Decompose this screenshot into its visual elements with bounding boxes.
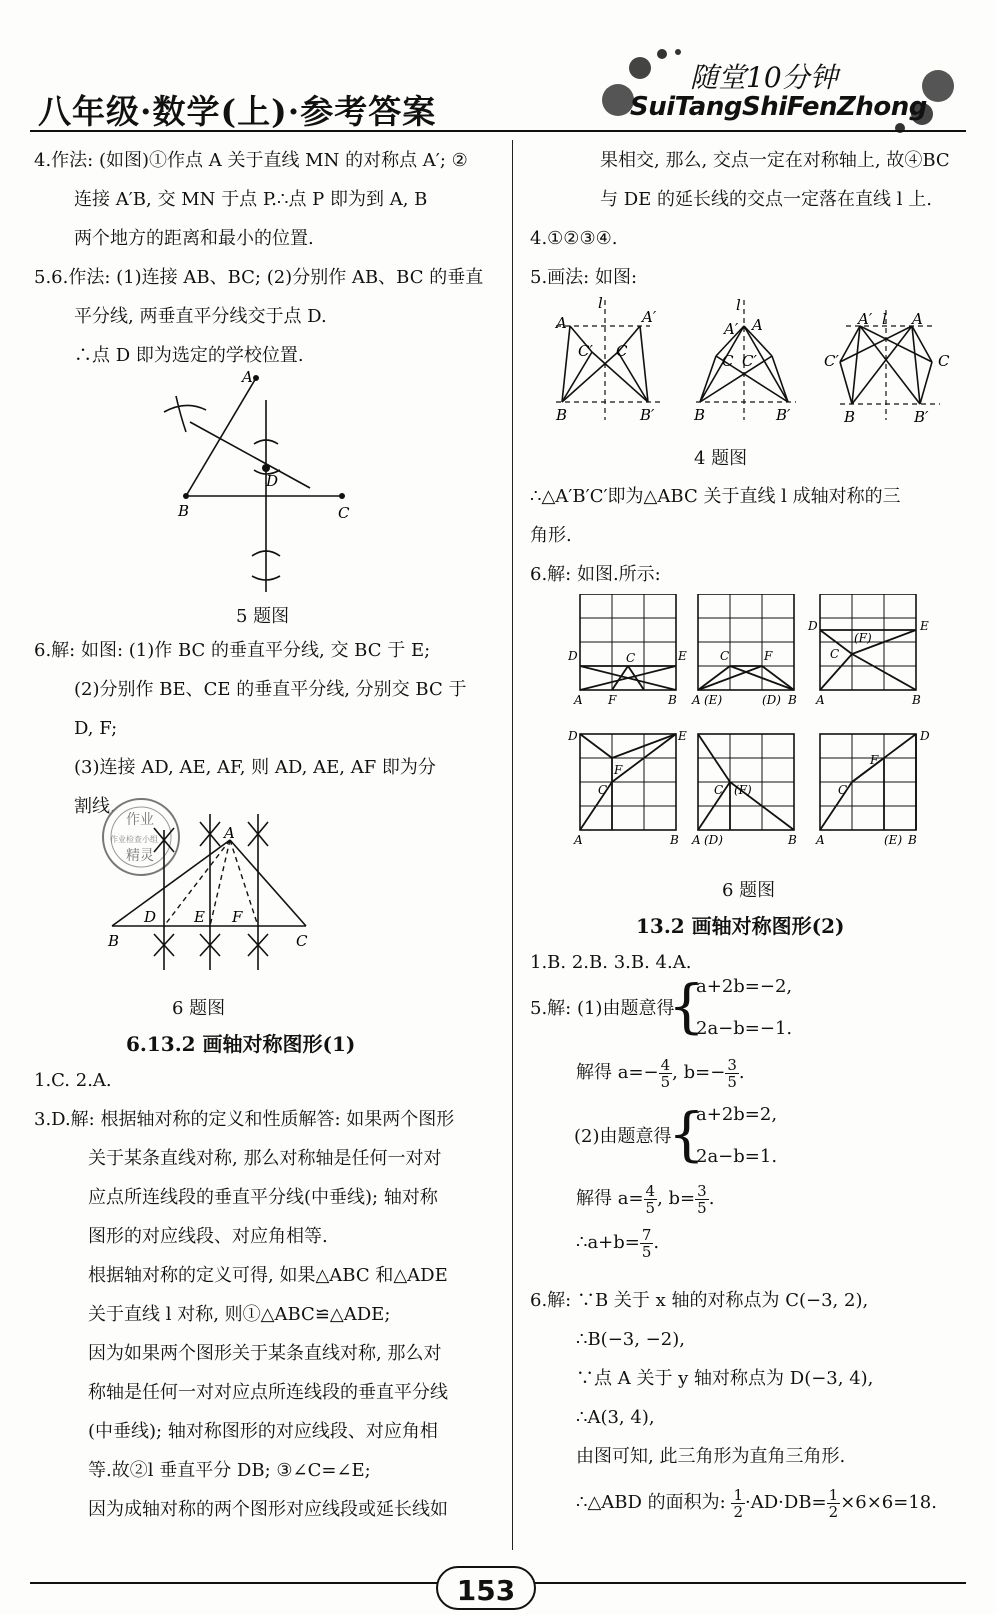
- fig5-label-b: B: [178, 502, 190, 520]
- q6-line3: ∵点 A 关于 y 轴对称点为 D(−3, 4),: [576, 1368, 874, 1389]
- brand-chinese: 随堂10分钟: [690, 61, 838, 94]
- q5b-brace: {: [668, 1100, 705, 1168]
- fig4-label-l-c: l: [882, 310, 887, 328]
- grid1-label-b: B: [668, 693, 677, 707]
- fig5-label-c: C: [338, 504, 350, 522]
- answers-1-2: 1.C. 2.A.: [34, 1070, 112, 1091]
- grid5-label-c: C: [714, 783, 724, 797]
- q5b-sol-prefix: 解得 a=: [576, 1188, 644, 1209]
- right-line2: 与 DE 的延长线的交点一定落在直线 l 上.: [600, 189, 932, 210]
- q6-line2: ∴B(−3, −2),: [576, 1329, 685, 1350]
- fig4-label-b1-a: B′: [640, 406, 655, 424]
- right-line1: 果相交, 那么, 交点一定在对称轴上, 故④BC: [600, 150, 950, 171]
- fig5-label-a: A: [242, 370, 253, 386]
- grid4-label-e: E: [678, 729, 687, 743]
- fig6-caption: 6 题图: [172, 998, 226, 1019]
- grid2-label-c: C: [720, 649, 730, 663]
- answer-56-line2: 平分线, 两垂直平分线交于点 D.: [74, 306, 327, 327]
- fig4-label-l-b: l: [736, 296, 741, 314]
- fig4-label-a-a: A: [556, 314, 567, 332]
- answer-4-line2: 连接 A′B, 交 MN 于点 P.∴点 P 即为到 A, B: [74, 189, 428, 210]
- q5-solution1: [576, 1054, 745, 1092]
- q5b-sol-frac-a: [644, 1183, 658, 1216]
- fig6-label-a: A: [224, 824, 235, 842]
- q5b-sum: [576, 1224, 659, 1262]
- q5-sol1-frac-b: [725, 1057, 739, 1090]
- q6-area-frac-a: [731, 1487, 745, 1520]
- section-title-13-2-2: 13.2 画轴对称图形(2): [636, 914, 845, 938]
- q5-sol1-num-a: 4: [660, 1055, 671, 1074]
- fig4-label-a-c: A: [912, 310, 923, 328]
- figure-6-grids: [568, 594, 968, 874]
- q5b-sol-den-a: 5: [645, 1198, 656, 1217]
- grid3-label-e: E: [920, 619, 929, 633]
- q5-sol1-mid: , b=−: [672, 1062, 726, 1083]
- answer-6-line3: D, F;: [74, 718, 118, 739]
- q6-area-den-b: 2: [828, 1502, 839, 1521]
- q5b-sol-num-b: 3: [697, 1181, 707, 1200]
- right-answer-5-title: 5.画法: 如图:: [530, 267, 638, 288]
- fig4-label-b-c: B: [844, 408, 856, 426]
- answer-4-line3: 两个地方的距离和最小的位置.: [74, 228, 314, 249]
- q5b-sol-num-a: 4: [645, 1181, 656, 1200]
- q5b-sum-den: 5: [641, 1242, 652, 1261]
- grid3-label-c: C: [830, 647, 840, 661]
- fig6r-caption: 6 题图: [722, 880, 776, 901]
- answer-3-line1: 3.D.解: 根据轴对称的定义和性质解答: 如果两个图形: [34, 1109, 455, 1130]
- fig4-label-c1-c: C′: [824, 352, 839, 370]
- answer-6-line5: 割线.: [74, 796, 116, 817]
- q5-eq1: a+2b=−2,: [696, 976, 793, 997]
- fig6-label-e: E: [194, 908, 205, 926]
- q5b-sum-prefix: ∴a+b=: [576, 1232, 640, 1253]
- q6-area-den-a: 2: [733, 1502, 744, 1521]
- q5-sol1-den-b: 5: [727, 1072, 737, 1091]
- fig4-label-a1-c: A′: [858, 310, 873, 328]
- fig4-label-c-b: C: [722, 352, 734, 370]
- q5-sol1-num-b: 3: [727, 1055, 737, 1074]
- answer-6-line1: 6.解: 如图: (1)作 BC 的垂直平分线, 交 BC 于 E;: [34, 640, 431, 661]
- q5-sol1-prefix: 解得 a=−: [576, 1062, 659, 1083]
- fig4-label-c-c: C: [938, 352, 950, 370]
- q6-area-end: ×6×6=18.: [840, 1492, 937, 1513]
- q6-area-rest: ·AD·DB=: [745, 1492, 827, 1513]
- answer-56-line3: ∴点 D 即为选定的学校位置.: [74, 345, 304, 366]
- grid4-label-d: D: [568, 729, 578, 743]
- fig4-label-c1-b: C′: [742, 352, 757, 370]
- q5b-sum-end: .: [653, 1232, 660, 1253]
- answer-3-line3: 应点所连线段的垂直平分线(中垂线); 轴对称: [88, 1187, 438, 1208]
- q5-sol1-frac-a: [659, 1057, 673, 1090]
- grid2-label-a: A: [692, 693, 701, 707]
- right-answers-1-4: 1.B. 2.B. 3.B. 4.A.: [530, 952, 692, 973]
- fig4-label-b-a: B: [556, 406, 568, 424]
- fig4-label-a-b: A: [752, 316, 763, 334]
- q5b-sum-num: 7: [641, 1225, 652, 1244]
- grid2-label-f: F: [764, 649, 773, 663]
- answer-6-line2: (2)分别作 BE、CE 的垂直平分线, 分别交 BC 于: [74, 679, 467, 700]
- answer-56-line1: 5.6.作法: (1)连接 AB、BC; (2)分别作 AB、BC 的垂直: [34, 267, 484, 288]
- q6-line4: ∴A(3, 4),: [576, 1407, 655, 1428]
- q6-area-frac-b: [827, 1487, 841, 1520]
- stamp-top-text: 作业: [126, 812, 154, 828]
- grid2-label-b: B: [788, 693, 797, 707]
- grid2-label-d: (D): [762, 693, 781, 707]
- grid5-label-f: (F): [734, 783, 752, 797]
- answer-3-line7: 因为如果两个图形关于某条直线对称, 那么对: [88, 1343, 442, 1364]
- fig4-label-a1-b: A′: [724, 320, 739, 338]
- figure-5: [150, 370, 380, 600]
- right-answer-6-title: 6.解: 如图.所示:: [530, 564, 661, 585]
- figure-4: [540, 296, 960, 436]
- q5b-solution: [576, 1180, 714, 1218]
- answer-3-line6: 关于直线 l 对称, 则①△ABC≌△ADE;: [88, 1304, 391, 1325]
- answer-3-line5: 根据轴对称的定义可得, 如果△ABC 和△ADE: [88, 1265, 448, 1286]
- page-header-title: 八年级·数学(上)·参考答案: [38, 92, 437, 131]
- q5b-sol-den-b: 5: [697, 1198, 707, 1217]
- fig4-label-c-a: C: [616, 342, 628, 360]
- grid5-label-d: (D): [704, 833, 723, 847]
- grid2-label-e: (E): [704, 693, 723, 707]
- q5b-sol-mid: , b=: [657, 1188, 696, 1209]
- q6-area-prefix: ∴△ABD 的面积为:: [576, 1492, 732, 1513]
- q5b-eq1: a+2b=2,: [696, 1104, 778, 1125]
- q5b-eq2: 2a−b=1.: [696, 1146, 778, 1167]
- grid3-label-f: (F): [854, 631, 872, 645]
- brand-logo: [600, 48, 966, 134]
- q5b-sol-frac-b: [695, 1183, 709, 1216]
- right-line-triangle: ∴△A′B′C′即为△ABC 关于直线 l 成轴对称的三: [530, 486, 901, 507]
- answer-3-line11: 因为成轴对称的两个图形对应线段或延长线如: [88, 1499, 448, 1520]
- right-line-triangle2: 角形.: [530, 525, 572, 546]
- grid1-label-d: D: [568, 649, 578, 663]
- stamp-bottom-text: 精灵: [126, 848, 154, 864]
- header-rule: [30, 130, 966, 132]
- figure-6-left: [100, 800, 330, 986]
- q6-area-num-b: 1: [828, 1485, 839, 1504]
- grid3-label-d: D: [808, 619, 818, 633]
- grid6-label-b: B: [908, 833, 917, 847]
- answer-3-line10: 等.故②l 垂直平分 DB; ③∠C=∠E;: [88, 1460, 371, 1481]
- section-title-13-2-1: 6.13.2 画轴对称图形(1): [126, 1032, 356, 1056]
- grid6-label-f: F: [870, 753, 879, 767]
- fig5-caption: 5 题图: [236, 606, 290, 627]
- grid6-label-c: C: [838, 783, 848, 797]
- grid4-label-b: B: [670, 833, 679, 847]
- grid3-label-a: A: [816, 693, 825, 707]
- grid1-label-f: F: [608, 693, 617, 707]
- grid1-label-c: C: [626, 651, 636, 665]
- answer-3-line8: 称轴是任何一对对应点所连线段的垂直平分线: [88, 1382, 448, 1403]
- fig4-label-a1-a: A′: [642, 308, 657, 326]
- fig4-label-c1-a: C′: [578, 342, 593, 360]
- grid5-label-a: A: [692, 833, 701, 847]
- fig6-label-c: C: [296, 932, 308, 950]
- page-number: 153: [436, 1566, 536, 1610]
- grid1-label-e: E: [678, 649, 687, 663]
- grid6-label-a: A: [816, 833, 825, 847]
- fig4-label-b1-c: B′: [914, 408, 929, 426]
- q6-line6: [576, 1484, 937, 1522]
- grid4-label-f: F: [614, 763, 623, 777]
- q6-line5: 由图可知, 此三角形为直角三角形.: [576, 1446, 846, 1467]
- grid4-label-a: A: [574, 833, 583, 847]
- q6-line1: 6.解: ∵B 关于 x 轴的对称点为 C(−3, 2),: [530, 1290, 869, 1311]
- brand-english: SuiTangShiFenZhong: [630, 92, 927, 122]
- answer-6-line4: (3)连接 AD, AE, AF, 则 AD, AE, AF 即为分: [74, 757, 436, 778]
- q5-eq2: 2a−b=−1.: [696, 1018, 793, 1039]
- right-answer-4: 4.①②③④.: [530, 228, 618, 249]
- fig5-label-d: D: [266, 472, 279, 490]
- grid1-label-a: A: [574, 693, 583, 707]
- fig4-label-l-a: l: [598, 296, 603, 312]
- q5-brace: {: [668, 972, 705, 1040]
- grid6-label-e: (E): [884, 833, 903, 847]
- answer-3-line4: 图形的对应线段、对应角相等.: [88, 1226, 328, 1247]
- grid4-label-c: C: [598, 783, 608, 797]
- stamp-mid-text: 作业检查小组: [110, 835, 158, 844]
- answer-3-line9: (中垂线); 轴对称图形的对应线段、对应角相: [88, 1421, 438, 1442]
- grid6-label-d: D: [920, 729, 930, 743]
- q5-sol1-end: .: [738, 1062, 745, 1083]
- fig6-label-b: B: [108, 932, 120, 950]
- answer-3-line2: 关于某条直线对称, 那么对称轴是任何一对对: [88, 1148, 442, 1169]
- q5b-label: (2)由题意得: [574, 1126, 672, 1147]
- grid5-label-b: B: [788, 833, 797, 847]
- q5b-sum-frac: [640, 1227, 654, 1260]
- fig6-label-f: F: [232, 908, 243, 926]
- fig4-label-b1-b: B′: [776, 406, 791, 424]
- answer-4-line1: 4.作法: (如图)①作点 A 关于直线 MN 的对称点 A′; ②: [34, 150, 468, 171]
- column-divider: [512, 140, 513, 1550]
- fig4-caption: 4 题图: [694, 448, 748, 469]
- q5-sol1-den-a: 5: [660, 1072, 671, 1091]
- fig6-label-d: D: [144, 908, 157, 926]
- q6-area-num-a: 1: [733, 1485, 744, 1504]
- q5-label: 5.解: (1)由题意得: [530, 998, 675, 1019]
- fig4-label-b-b: B: [694, 406, 706, 424]
- grid3-label-b: B: [912, 693, 921, 707]
- q5b-sol-end: .: [708, 1188, 715, 1209]
